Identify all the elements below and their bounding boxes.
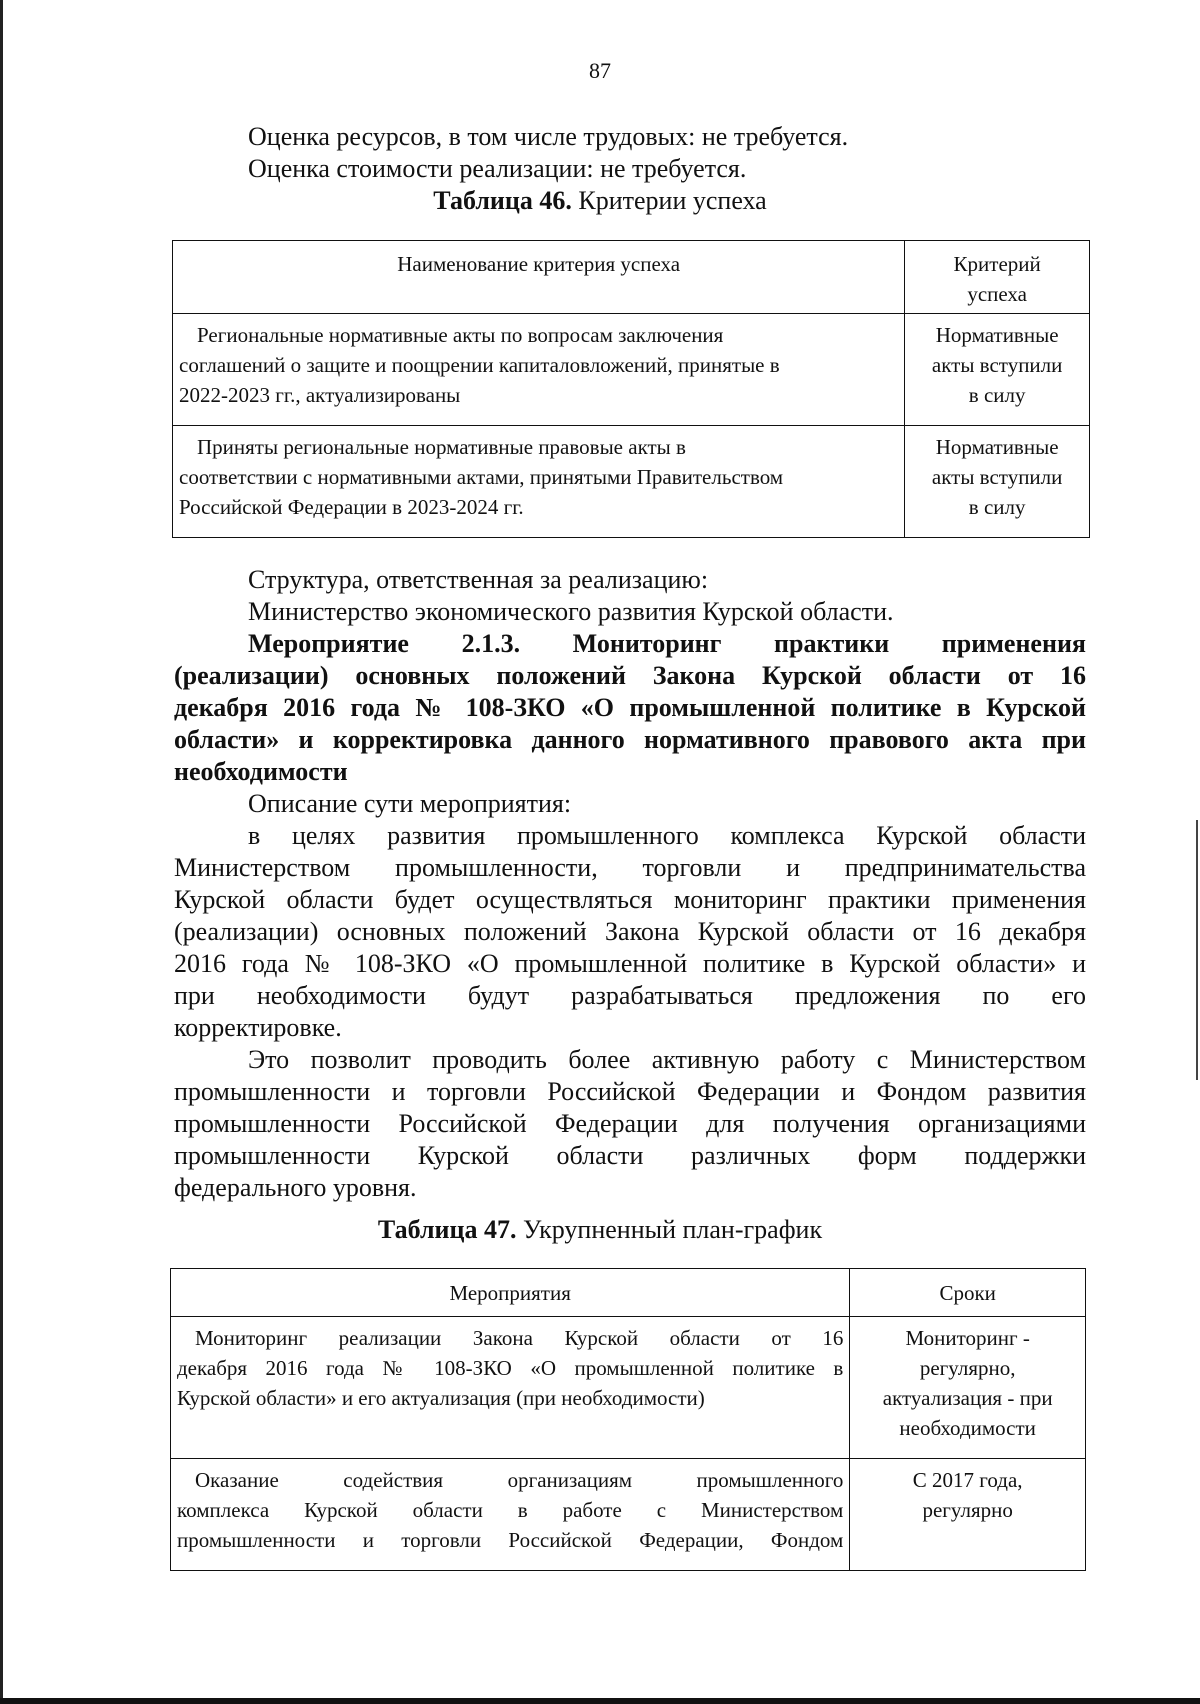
- paragraph-line: Министерством промышленности, торговли и предпринимательства: [174, 853, 1086, 882]
- table46-header-criterion-l1: Критерий: [953, 252, 1041, 276]
- table47-row2-term-line: С 2017 года,: [912, 1468, 1023, 1492]
- table46-row2-name: [173, 426, 905, 538]
- table46-header-criterion-l2: успеха: [967, 282, 1027, 306]
- table46-row2-name-line: соответствии с нормативными актами, принятыми Правительством: [179, 465, 784, 489]
- table47-row1-activity: [171, 1317, 850, 1459]
- paragraph-line: Это позволит проводить более активную работу с Министерством: [248, 1045, 1086, 1074]
- table47-caption-title: Укрупненный план-график: [523, 1215, 823, 1244]
- event-heading-line: (реализации) основных положений Закона Курской области от 16: [174, 661, 1086, 690]
- event-heading-line: области» и корректировка данного нормативного правового акта при: [174, 725, 1086, 754]
- table46-row2-value-line: Нормативные: [935, 435, 1059, 459]
- table46-caption-title: Критерии успеха: [578, 186, 767, 215]
- table46-row1-name: [173, 314, 905, 426]
- table47-row2-activity-line: промышленности и торговли Российской Федерации, Фондом: [177, 1528, 844, 1552]
- cost-estimate: Оценка стоимости реализации: не требуется.: [248, 154, 747, 183]
- table46-caption: [0, 185, 1200, 217]
- table47-row1-activity-line: Мониторинг реализации Закона Курской области от 16: [195, 1326, 844, 1350]
- table47-row1-term-line: необходимости: [899, 1416, 1036, 1440]
- table46-row1-name-line: 2022-2023 гг., актуализированы: [179, 383, 461, 407]
- table47-row2-activity-line: Оказание содействия организациям промышленного: [195, 1468, 844, 1492]
- page-number: 87: [589, 58, 611, 83]
- table47-caption-label: Таблица 47.: [377, 1215, 517, 1244]
- table46-header-criterion: [905, 241, 1090, 314]
- table47-row1-activity-line: Курской области» и его актуализация (при необходимости): [177, 1386, 705, 1410]
- table47-header-row: [171, 1269, 1086, 1317]
- table46-row2-value-line: акты вступили: [931, 465, 1063, 489]
- table46-caption-label: Таблица 46.: [433, 186, 572, 215]
- table46-row1-value: [905, 314, 1090, 426]
- table47-row1-term-line: Мониторинг -: [905, 1326, 1030, 1350]
- table46: [172, 240, 1090, 538]
- table47-header-activities: Мероприятия: [171, 1269, 850, 1317]
- table47-row1-activity-line: декабря 2016 года № 108-ЗКО «О промышленной политике в: [177, 1356, 844, 1380]
- scan-edge-right: [1196, 820, 1198, 1080]
- table46-row2-name-line: Приняты региональные нормативные правовые акты в: [197, 435, 686, 459]
- description-label: Описание сути мероприятия:: [248, 789, 572, 818]
- table-row: [173, 426, 1090, 538]
- table47-row2-term-line: регулярно: [922, 1498, 1013, 1522]
- table46-row1-value-line: акты вступили: [931, 353, 1063, 377]
- paragraph-2: [174, 1044, 1086, 1204]
- table-row: [171, 1459, 1086, 1571]
- event-heading-line: декабря 2016 года № 108-ЗКО «О промышленной политике в Курской: [174, 693, 1086, 722]
- table47-caption: [0, 1214, 1200, 1246]
- table47-row2-activity-line: комплекса Курской области в работе с Министерством: [177, 1498, 844, 1522]
- table46-row1-value-line: в силу: [968, 383, 1026, 407]
- paragraph-line: при необходимости будут разрабатываться предложения по его: [174, 981, 1086, 1010]
- table46-header-name: Наименование критерия успеха: [173, 241, 905, 314]
- table46-row1-name-line: Региональные нормативные акты по вопросам заключения: [197, 323, 724, 347]
- scan-edge-bottom: [0, 1698, 1200, 1704]
- paragraph-line: промышленности Российской Федерации для получения организациями: [174, 1109, 1086, 1138]
- paragraph-line: корректировке.: [174, 1013, 342, 1042]
- paragraph-line: в целях развития промышленного комплекса Курской области: [248, 821, 1086, 850]
- table47-header-terms: Сроки: [850, 1269, 1086, 1317]
- table-row: [171, 1317, 1086, 1459]
- paragraph-line: федерального уровня.: [174, 1173, 417, 1202]
- scan-edge-left: [0, 0, 3, 1704]
- table46-row2-value-line: в силу: [968, 495, 1026, 519]
- paragraph-line: (реализации) основных положений Закона Курской области от 16 декабря: [174, 917, 1086, 946]
- table47: [170, 1268, 1086, 1571]
- table47-row1-terms: [850, 1317, 1086, 1459]
- table46-row1-name-line: соглашений о защите и поощрении капиталовложений, принятые в: [179, 353, 780, 377]
- event-heading-line: необходимости: [174, 757, 348, 786]
- event-heading-line: Мероприятие 2.1.3. Мониторинг практики применения: [248, 629, 1086, 658]
- structure-value: Министерство экономического развития Курской области.: [248, 597, 894, 626]
- table47-row2-activity: [171, 1459, 850, 1571]
- table46-row2-value: [905, 426, 1090, 538]
- table47-row2-terms: [850, 1459, 1086, 1571]
- table46-header-row: [173, 241, 1090, 314]
- table-row: [173, 314, 1090, 426]
- table46-row2-name-line: Российской Федерации в 2023-2024 гг.: [179, 495, 524, 519]
- resources-estimate: Оценка ресурсов, в том числе трудовых: не требуется.: [248, 122, 849, 151]
- paragraph-line: 2016 года № 108-ЗКО «О промышленной политике в Курской области» и: [174, 949, 1086, 978]
- table47-row1-term-line: регулярно,: [919, 1356, 1016, 1380]
- paragraph-line: промышленности Курской области различных форм поддержки: [174, 1141, 1086, 1170]
- table46-row1-value-line: Нормативные: [935, 323, 1059, 347]
- paragraph-line: Курской области будет осуществляться мониторинг практики применения: [174, 885, 1086, 914]
- paragraph-line: промышленности и торговли Российской Федерации и Фондом развития: [174, 1077, 1086, 1106]
- structure-label: Структура, ответственная за реализацию:: [248, 565, 709, 594]
- event-heading: [174, 628, 1086, 788]
- table47-row1-term-line: актуализация - при: [882, 1386, 1053, 1410]
- paragraph-1: [174, 820, 1086, 1044]
